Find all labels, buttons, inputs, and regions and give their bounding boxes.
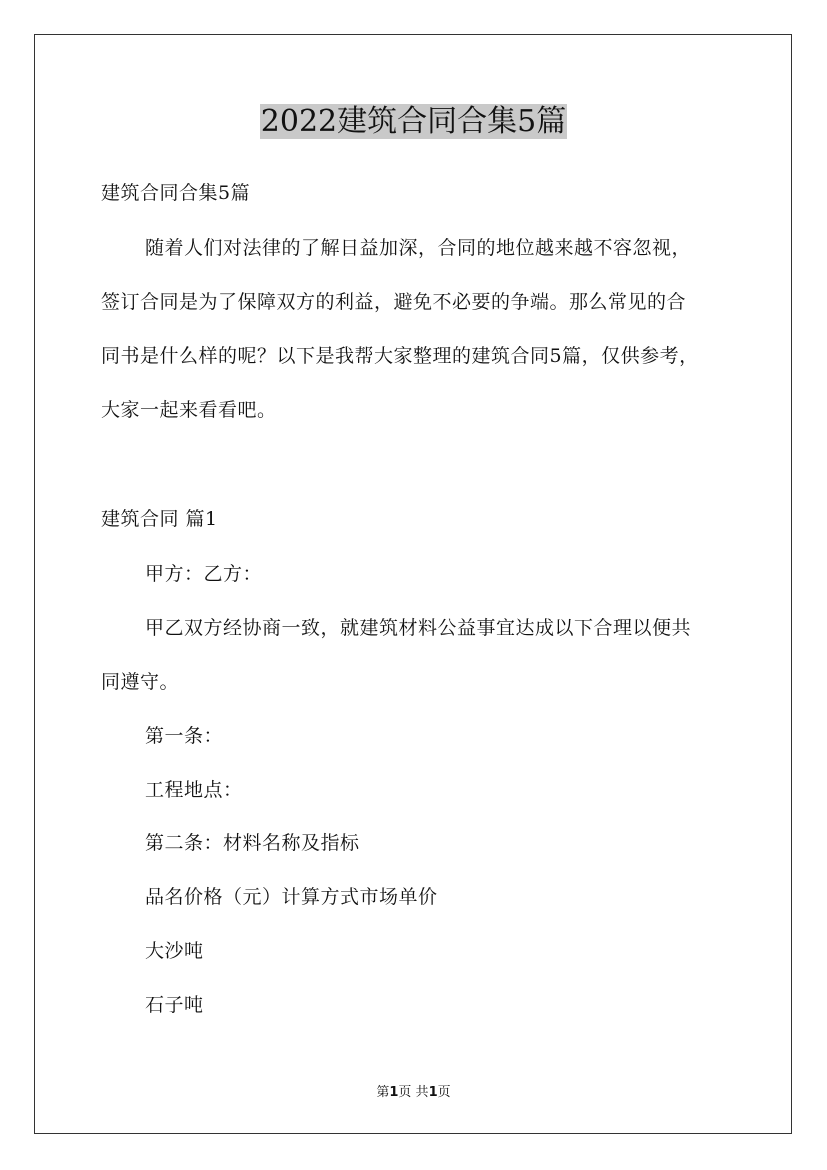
body-line: 第二条：材料名称及指标 [145,832,360,854]
intro-line: 随着人们对法律的了解日益加深，合同的地位越来越不容忽视， [145,237,692,259]
body-line: 工程地点： [145,779,243,801]
document-title-text: 2022建筑合同合集5篇 [260,104,567,139]
footer-page-total: 1 [428,1085,438,1100]
intro-line: 大家一起来看看吧。 [101,399,277,421]
body-line: 同遵守。 [101,671,180,693]
document-subtitle: 建筑合同合集5篇 [101,182,251,204]
page-footer [0,1084,827,1102]
intro-line: 同书是什么样的呢？以下是我帮大家整理的建筑合同5篇，仅供参考， [101,345,699,367]
document-title [0,102,827,142]
body-line: 甲方：乙方： [145,563,263,585]
body-line: 大沙吨 [145,940,204,962]
footer-mid: 页 共 [398,1085,429,1100]
footer-suffix: 页 [437,1085,451,1100]
footer-prefix: 第 [376,1085,390,1100]
section-heading: 建筑合同 篇1 [101,508,218,530]
body-line: 第一条： [145,725,224,747]
body-line: 甲乙双方经协商一致，就建筑材料公益事宜达成以下合理以便共 [145,617,692,639]
footer-page-number: 1 [389,1085,399,1100]
body-line: 品名价格（元）计算方式市场单价 [145,886,438,908]
intro-line: 签订合同是为了保障双方的利益，避免不必要的争端。那么常见的合 [101,291,687,313]
body-line: 石子吨 [145,994,204,1016]
